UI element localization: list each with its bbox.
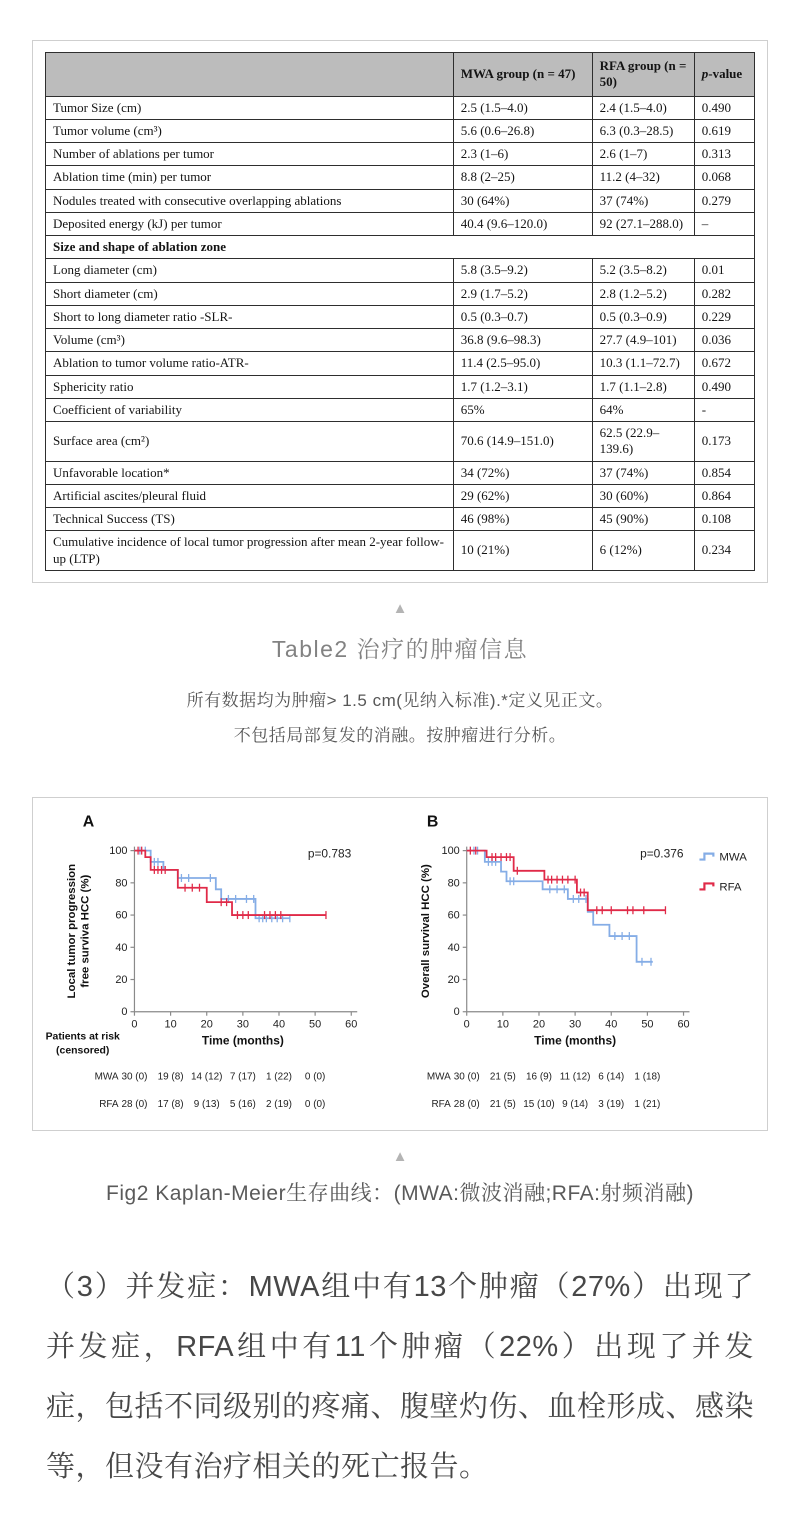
row-label-cell: Ablation time (min) per tumor [46, 166, 454, 189]
row-label-cell: Short to long diameter ratio -SLR- [46, 305, 454, 328]
column-header: p-value [694, 53, 754, 97]
x-tick-label: 20 [200, 1019, 213, 1032]
risk-row-label: RFA [99, 1099, 119, 1111]
y-axis-label: Local tumor progression [65, 864, 78, 999]
row-label-cell: Unfavorable location* [46, 461, 454, 484]
legend-label: MWA [719, 852, 747, 865]
row-label-cell: Technical Success (TS) [46, 508, 454, 531]
p-value-label: p=0.783 [307, 847, 352, 862]
x-tick-label: 60 [677, 1019, 690, 1032]
x-tick-label: 0 [131, 1019, 138, 1032]
p-value-cell: 0.864 [694, 484, 754, 507]
mwa-value-cell: 2.9 (1.7–5.2) [453, 282, 592, 305]
table-row [46, 531, 755, 571]
y-tick-label: 80 [115, 877, 128, 890]
km-panel-b-chart [415, 808, 765, 1120]
mwa-value-cell: 5.6 (0.6–26.8) [453, 119, 592, 142]
column-header [46, 53, 454, 97]
rfa-value-cell: 62.5 (22.9–139.6) [592, 422, 694, 462]
risk-value: 16 (9) [525, 1071, 552, 1083]
rfa-value-cell: 0.5 (0.3–0.9) [592, 305, 694, 328]
p-value-cell: 0.173 [694, 422, 754, 462]
risk-value: 2 (19) [266, 1099, 292, 1111]
row-label-cell: Sphericity ratio [46, 375, 454, 398]
km-curve-rfa [467, 851, 666, 911]
rfa-value-cell: 92 (27.1–288.0) [592, 212, 694, 235]
row-label-cell: Nodules treated with consecutive overlapping ablations [46, 189, 454, 212]
table-caption-block [0, 601, 800, 754]
risk-value: 5 (16) [229, 1099, 256, 1111]
mwa-value-cell: 36.8 (9.6–98.3) [453, 329, 592, 352]
rfa-value-cell: 5.2 (3.5–8.2) [592, 259, 694, 282]
risk-table-header: Patients at risk [45, 1032, 120, 1044]
mwa-value-cell: 8.8 (2–25) [453, 166, 592, 189]
table-caption: Table2 治疗的肿瘤信息 [271, 635, 529, 662]
risk-table-header: (censored) [56, 1045, 110, 1057]
mwa-value-cell: 5.8 (3.5–9.2) [453, 259, 592, 282]
p-value-cell: 0.282 [694, 282, 754, 305]
y-tick-label: 20 [447, 974, 460, 987]
x-tick-label: 10 [496, 1019, 509, 1032]
risk-value: 0 (0) [304, 1071, 326, 1083]
mwa-value-cell: 1.7 (1.2–3.1) [453, 375, 592, 398]
risk-value: 7 (17) [229, 1071, 256, 1083]
rfa-value-cell: 37 (74%) [592, 461, 694, 484]
risk-row-label: MWA [426, 1071, 451, 1083]
p-value-cell: 0.313 [694, 143, 754, 166]
table-row [46, 96, 755, 119]
risk-value: 11 (12) [559, 1071, 591, 1083]
mwa-value-cell: 2.5 (1.5–4.0) [453, 96, 592, 119]
table2-card [32, 40, 768, 583]
y-tick-label: 60 [115, 909, 128, 922]
risk-value: 21 (5) [489, 1099, 516, 1111]
p-value-cell: 0.068 [694, 166, 754, 189]
rfa-value-cell: 6.3 (0.3–28.5) [592, 119, 694, 142]
x-tick-label: 40 [272, 1019, 286, 1032]
risk-value: 9 (13) [193, 1099, 220, 1111]
risk-value: 28 (0) [453, 1099, 480, 1111]
risk-value: 0 (0) [304, 1099, 326, 1111]
y-tick-label: 100 [109, 845, 128, 858]
mwa-value-cell: 0.5 (0.3–0.7) [453, 305, 592, 328]
y-tick-label: 40 [115, 942, 128, 955]
p-value-cell: 0.279 [694, 189, 754, 212]
mwa-value-cell: 70.6 (14.9–151.0) [453, 422, 592, 462]
p-value-cell: 0.490 [694, 375, 754, 398]
row-label-cell: Cumulative incidence of local tumor progression after mean 2-year follow-up (LTP) [46, 531, 454, 571]
row-label-cell: Coefficient of variability [46, 398, 454, 421]
panel-label: B [426, 814, 439, 832]
risk-value: 30 (0) [453, 1071, 480, 1083]
figure-caption-block [0, 1149, 800, 1207]
figure2-card [32, 797, 768, 1131]
section-row-label: Size and shape of ablation zone [46, 236, 755, 259]
rfa-value-cell: 2.6 (1–7) [592, 143, 694, 166]
table-row [46, 189, 755, 212]
table-row [46, 508, 755, 531]
risk-value: 1 (22) [266, 1071, 292, 1083]
figure-caption: Fig2 Kaplan-Meier生存曲线：(MWA:微波消融;RFA:射频消融) [106, 1182, 694, 1206]
table-row [46, 329, 755, 352]
table-header-row [46, 53, 755, 97]
legend-label: RFA [719, 881, 742, 894]
p-value-cell: 0.036 [694, 329, 754, 352]
column-header: MWA group (n = 47) [453, 53, 592, 97]
row-label-cell: Surface area (cm²) [46, 422, 454, 462]
km-curve-mwa [467, 851, 653, 962]
y-axis-label: Overall survival HCC (%) [419, 864, 432, 999]
y-tick-label: 0 [121, 1006, 128, 1019]
mwa-value-cell: 11.4 (2.5–95.0) [453, 352, 592, 375]
risk-value: 1 (21) [634, 1099, 661, 1111]
row-label-cell: Number of ablations per tumor [46, 143, 454, 166]
p-value-label: p=0.376 [640, 847, 684, 862]
km-curve-rfa [134, 851, 326, 915]
table-row [46, 398, 755, 421]
table-row [46, 143, 755, 166]
row-label-cell: Deposited energy (kJ) per tumor [46, 212, 454, 235]
table-row [46, 259, 755, 282]
table-note-line1: 所有数据均为肿瘤> 1.5 cm(见纳入标准).*定义见正文。 [186, 690, 614, 710]
mwa-value-cell: 34 (72%) [453, 461, 592, 484]
row-label-cell: Artificial ascites/pleural fluid [46, 484, 454, 507]
p-value-cell: 0.108 [694, 508, 754, 531]
rfa-value-cell: 64% [592, 398, 694, 421]
table-row [46, 484, 755, 507]
p-value-cell: 0.490 [694, 96, 754, 119]
risk-value: 6 (14) [598, 1071, 625, 1083]
table-row [46, 352, 755, 375]
p-value-cell: 0.01 [694, 259, 754, 282]
x-tick-label: 0 [463, 1019, 470, 1032]
x-tick-label: 40 [605, 1019, 618, 1032]
rfa-value-cell: 11.2 (4–32) [592, 166, 694, 189]
risk-value: 17 (8) [157, 1099, 184, 1111]
p-value-cell: 0.234 [694, 531, 754, 571]
rfa-value-cell: 30 (60%) [592, 484, 694, 507]
x-axis-label: Time (months) [534, 1033, 617, 1048]
risk-row-label: MWA [94, 1071, 119, 1083]
mwa-value-cell: 10 (21%) [453, 531, 592, 571]
km-panel-a-chart [35, 808, 415, 1120]
rfa-value-cell: 45 (90%) [592, 508, 694, 531]
table-row [46, 461, 755, 484]
rfa-value-cell: 1.7 (1.1–2.8) [592, 375, 694, 398]
risk-row-label: RFA [431, 1099, 451, 1111]
risk-value: 3 (19) [598, 1099, 625, 1111]
table-row [46, 282, 755, 305]
mwa-value-cell: 29 (62%) [453, 484, 592, 507]
y-tick-label: 0 [453, 1006, 460, 1019]
y-axis-label: free surviva HCC (%) [79, 875, 92, 989]
table-row [46, 305, 755, 328]
row-label-cell: Short diameter (cm) [46, 282, 454, 305]
rfa-value-cell: 2.8 (1.2–5.2) [592, 282, 694, 305]
row-label-cell: Ablation to tumor volume ratio-ATR- [46, 352, 454, 375]
x-tick-label: 10 [164, 1019, 177, 1032]
rfa-value-cell: 37 (74%) [592, 189, 694, 212]
risk-value: 21 (5) [489, 1071, 516, 1083]
mwa-value-cell: 65% [453, 398, 592, 421]
table2-treated-tumor-info [45, 52, 755, 571]
kaplan-meier-figure [35, 808, 765, 1120]
legend-rfa-glyph [699, 884, 713, 890]
rfa-value-cell: 10.3 (1.1–72.7) [592, 352, 694, 375]
risk-value: 15 (10) [523, 1099, 555, 1111]
x-tick-label: 30 [568, 1019, 582, 1032]
p-value-cell: 0.619 [694, 119, 754, 142]
p-value-cell: 0.854 [694, 461, 754, 484]
mwa-value-cell: 40.4 (9.6–120.0) [453, 212, 592, 235]
collapse-triangle-icon[interactable]: ▲ [392, 1148, 408, 1166]
p-value-cell: 0.229 [694, 305, 754, 328]
table-row [46, 236, 755, 259]
row-label-cell: Tumor Size (cm) [46, 96, 454, 119]
table-row [46, 422, 755, 462]
rfa-value-cell: 6 (12%) [592, 531, 694, 571]
x-tick-label: 20 [532, 1019, 545, 1032]
risk-value: 1 (18) [634, 1071, 661, 1083]
complications-paragraph: （3）并发症：MWA组中有13个肿瘤（27%）出现了并发症，RFA组中有11个肿瘤（22%）出现了并发症，包括不同级别的疼痛、腹壁灼伤、血栓形成、感染等，但没有治疗相关的死亡报告。 [46, 1271, 755, 1484]
y-tick-label: 60 [447, 909, 460, 922]
x-tick-label: 60 [345, 1019, 358, 1032]
rfa-value-cell: 2.4 (1.5–4.0) [592, 96, 694, 119]
y-tick-label: 20 [115, 974, 128, 987]
mwa-value-cell: 2.3 (1–6) [453, 143, 592, 166]
row-label-cell: Volume (cm³) [46, 329, 454, 352]
panel-label: A [82, 814, 95, 832]
table-note-line2: 不包括局部复发的消融。按肿瘤进行分析。 [233, 725, 567, 745]
mwa-value-cell: 30 (64%) [453, 189, 592, 212]
legend-mwa-glyph [699, 854, 713, 860]
x-tick-label: 50 [309, 1019, 322, 1032]
mwa-value-cell: 46 (98%) [453, 508, 592, 531]
x-axis-label: Time (months) [201, 1033, 284, 1048]
column-header: RFA group (n = 50) [592, 53, 694, 97]
p-value-cell: 0.672 [694, 352, 754, 375]
table-notes [0, 684, 800, 754]
x-tick-label: 50 [641, 1019, 654, 1032]
row-label-cell: Tumor volume (cm³) [46, 119, 454, 142]
row-label-cell: Long diameter (cm) [46, 259, 454, 282]
rfa-value-cell: 27.7 (4.9–101) [592, 329, 694, 352]
risk-value: 30 (0) [121, 1071, 148, 1083]
risk-value: 9 (14) [562, 1099, 589, 1111]
y-tick-label: 100 [441, 845, 460, 858]
x-tick-label: 30 [236, 1019, 249, 1032]
y-tick-label: 40 [447, 942, 460, 955]
table-row [46, 375, 755, 398]
risk-value: 28 (0) [121, 1099, 148, 1111]
table-row [46, 212, 755, 235]
y-tick-label: 80 [447, 877, 460, 890]
p-value-cell: - [694, 398, 754, 421]
p-value-cell: – [694, 212, 754, 235]
risk-value: 19 (8) [157, 1071, 184, 1083]
collapse-triangle-icon[interactable]: ▲ [392, 599, 408, 617]
risk-value: 14 (12) [190, 1071, 223, 1083]
table-row [46, 166, 755, 189]
table-row [46, 119, 755, 142]
